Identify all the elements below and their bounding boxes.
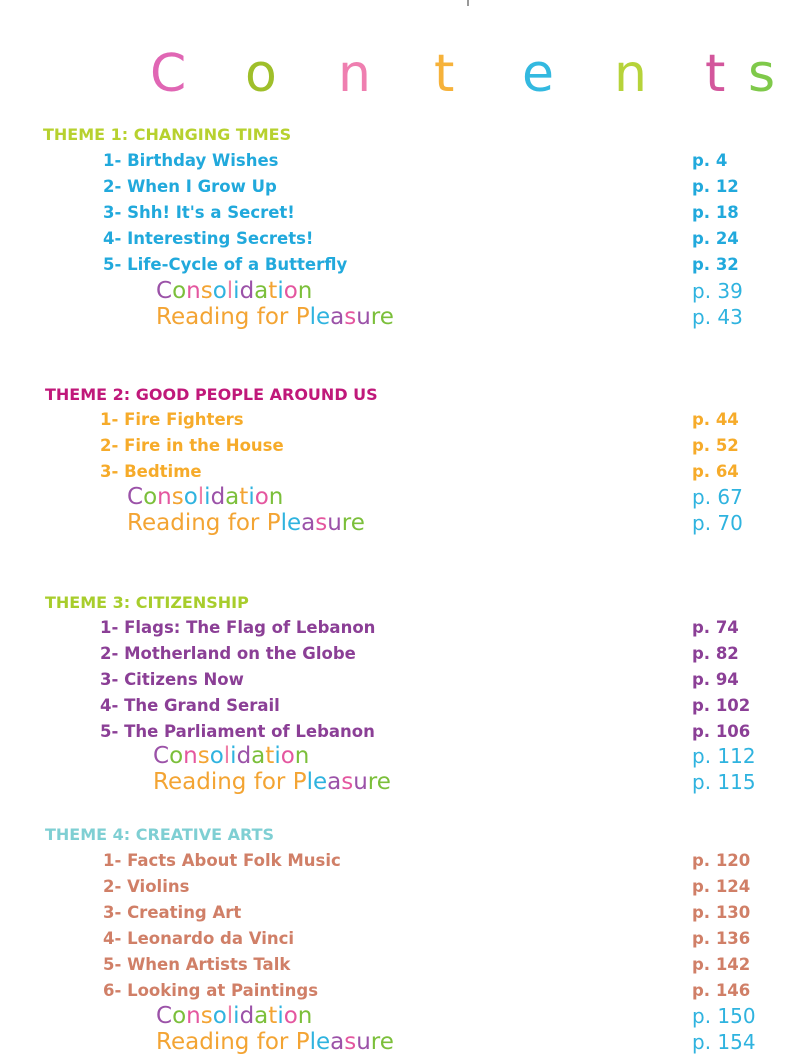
theme-heading-label: THEME 4: CREATIVE ARTS	[45, 825, 275, 844]
lesson-page: p. 64	[692, 462, 739, 481]
reading-for-pleasure-row	[0, 1029, 800, 1055]
lesson-title: 1- Facts About Folk Music	[103, 851, 341, 870]
reading-for-pleasure-page: p. 154	[692, 1030, 756, 1054]
lesson-page: p. 130	[692, 903, 751, 922]
lesson-row	[0, 434, 800, 460]
title-letter: n	[614, 44, 647, 104]
lesson-page: p. 44	[692, 410, 739, 429]
lesson-page: p. 124	[692, 877, 751, 896]
title-letter: n	[338, 44, 371, 104]
consolidation-row	[0, 278, 800, 304]
consolidation-page: p. 150	[692, 1004, 756, 1028]
reading-for-pleasure-label: Reading for Pleasure	[153, 769, 391, 795]
lesson-title: 4- Interesting Secrets!	[103, 229, 314, 248]
lesson-page: p. 52	[692, 436, 739, 455]
lesson-page: p. 106	[692, 722, 751, 741]
reading-for-pleasure-row	[0, 510, 800, 536]
lesson-page: p. 32	[692, 255, 739, 274]
title-letter: t	[434, 44, 455, 104]
lesson-row	[0, 694, 800, 720]
theme-heading-label: THEME 2: GOOD PEOPLE AROUND US	[45, 385, 378, 404]
lesson-row	[0, 408, 800, 434]
consolidation-row	[0, 484, 800, 510]
theme-heading-label: THEME 3: CITIZENSHIP	[45, 593, 249, 612]
lesson-title: 3- Citizens Now	[100, 670, 244, 689]
lesson-title: 2- Motherland on the Globe	[100, 644, 356, 663]
theme-heading	[0, 823, 800, 849]
lesson-title: 5- The Parliament of Lebanon	[100, 722, 375, 741]
reading-for-pleasure-row	[0, 304, 800, 330]
lesson-page: p. 146	[692, 981, 751, 1000]
lesson-title: 1- Flags: The Flag of Lebanon	[100, 618, 376, 637]
lesson-row	[0, 175, 800, 201]
lesson-page: p. 142	[692, 955, 751, 974]
lesson-title: 5- When Artists Talk	[103, 955, 291, 974]
reading-for-pleasure-row	[0, 769, 800, 795]
consolidation-label: Consolidation	[156, 1003, 313, 1029]
consolidation-label: Consolidation	[153, 743, 310, 769]
title-letter: t	[705, 44, 726, 104]
lesson-page: p. 94	[692, 670, 739, 689]
lesson-title: 3- Shh! It's a Secret!	[103, 203, 295, 222]
lesson-page: p. 4	[692, 151, 728, 170]
lesson-title: 3- Creating Art	[103, 903, 242, 922]
lesson-title: 6- Looking at Paintings	[103, 981, 319, 1000]
lesson-page: p. 120	[692, 851, 751, 870]
title-letter: o	[245, 44, 277, 104]
lesson-row	[0, 927, 800, 953]
page-title	[0, 44, 800, 114]
theme-heading	[0, 591, 800, 617]
title-letter: C	[150, 44, 187, 104]
reading-for-pleasure-page: p. 43	[692, 305, 743, 329]
lesson-title: 4- The Grand Serail	[100, 696, 280, 715]
lesson-row	[0, 616, 800, 642]
lesson-row	[0, 253, 800, 279]
consolidation-page: p. 67	[692, 485, 743, 509]
lesson-page: p. 136	[692, 929, 751, 948]
lesson-page: p. 18	[692, 203, 739, 222]
lesson-title: 1- Birthday Wishes	[103, 151, 279, 170]
theme-heading	[0, 123, 800, 149]
lesson-title: 1- Fire Fighters	[100, 410, 244, 429]
consolidation-page: p. 112	[692, 744, 756, 768]
lesson-row	[0, 901, 800, 927]
lesson-title: 5- Life-Cycle of a Butterfly	[103, 255, 348, 274]
lesson-title: 3- Bedtime	[100, 462, 202, 481]
lesson-row	[0, 979, 800, 1005]
lesson-title: 2- When I Grow Up	[103, 177, 277, 196]
lesson-row	[0, 642, 800, 668]
lesson-row	[0, 668, 800, 694]
theme-heading	[0, 383, 800, 409]
consolidation-label: Consolidation	[127, 484, 284, 510]
theme-heading-label: THEME 1: CHANGING TIMES	[43, 125, 292, 144]
lesson-title: 2- Fire in the House	[100, 436, 284, 455]
reading-for-pleasure-label: Reading for Pleasure	[156, 304, 394, 330]
lesson-page: p. 74	[692, 618, 739, 637]
reading-for-pleasure-page: p. 115	[692, 770, 756, 794]
lesson-title: 4- Leonardo da Vinci	[103, 929, 295, 948]
lesson-row	[0, 460, 800, 486]
consolidation-row	[0, 743, 800, 769]
consolidation-label: Consolidation	[156, 278, 313, 304]
lesson-row	[0, 201, 800, 227]
lesson-page: p. 12	[692, 177, 739, 196]
lesson-page: p. 82	[692, 644, 739, 663]
lesson-page: p. 24	[692, 229, 739, 248]
consolidation-row	[0, 1003, 800, 1029]
reading-for-pleasure-label: Reading for Pleasure	[156, 1029, 394, 1055]
title-letter: s	[748, 44, 776, 104]
lesson-page: p. 102	[692, 696, 751, 715]
title-letter: e	[522, 44, 554, 104]
lesson-row	[0, 149, 800, 175]
crop-mark	[467, 0, 469, 6]
lesson-title: 2- Violins	[103, 877, 190, 896]
lesson-row	[0, 953, 800, 979]
consolidation-page: p. 39	[692, 279, 743, 303]
lesson-row	[0, 849, 800, 875]
reading-for-pleasure-label: Reading for Pleasure	[127, 510, 365, 536]
reading-for-pleasure-page: p. 70	[692, 511, 743, 535]
lesson-row	[0, 875, 800, 901]
lesson-row	[0, 227, 800, 253]
